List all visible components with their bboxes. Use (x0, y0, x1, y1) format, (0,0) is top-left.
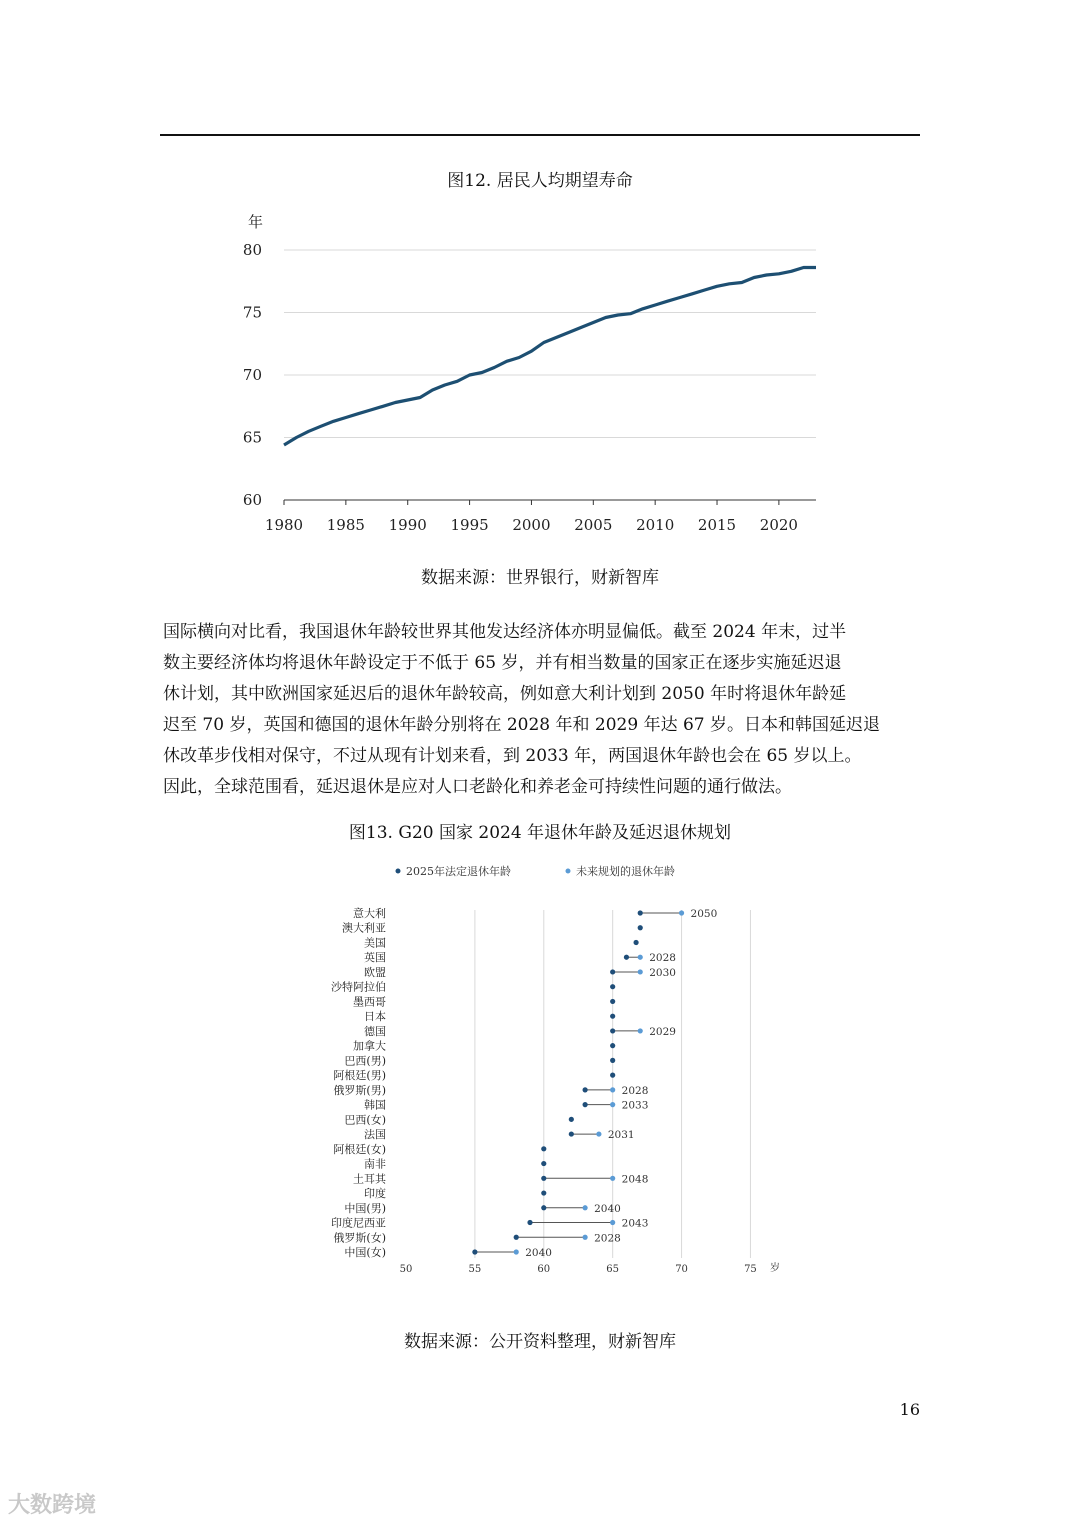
country-label: 阿根廷(女) (333, 1142, 386, 1156)
current-age-dot (610, 1028, 615, 1033)
future-age-dot (514, 1249, 519, 1254)
current-age-dot (541, 1146, 546, 1151)
current-age-dot (541, 1161, 546, 1166)
country-label: 澳大利亚 (342, 921, 386, 935)
future-age-dot (610, 1087, 615, 1092)
future-age-dot (679, 910, 684, 915)
target-year-label: 2033 (621, 1099, 649, 1112)
future-age-dot (596, 1131, 601, 1136)
country-label: 南非 (364, 1157, 386, 1171)
country-label: 中国(女) (344, 1246, 386, 1259)
current-age-dot (624, 955, 629, 960)
paragraph-line: 因此，全球范围看，延迟退休是应对人口老龄化和养老金可持续性问题的通行做法。 (163, 777, 792, 797)
y-tick-label: 70 (242, 366, 262, 384)
retirement-age-chart (300, 852, 800, 1282)
future-age-dot (610, 1102, 615, 1107)
x-axis-unit: 岁 (770, 1263, 780, 1274)
target-year-label: 2028 (621, 1084, 649, 1097)
y-tick-label: 60 (242, 491, 262, 509)
x-tick-label: 2000 (512, 516, 551, 534)
country-label: 加拿大 (353, 1039, 386, 1053)
country-label: 德国 (364, 1024, 386, 1038)
current-age-dot (633, 940, 638, 945)
future-age-dot (638, 1028, 643, 1033)
current-age-dot (569, 1131, 574, 1136)
current-age-dot (610, 1073, 615, 1078)
target-year-label: 2040 (594, 1202, 621, 1215)
legend-label-future: 未来规划的退休年龄 (576, 865, 675, 878)
country-label: 阿根廷(男) (333, 1069, 386, 1083)
country-label: 俄罗斯(女) (333, 1231, 386, 1245)
current-age-dot (610, 969, 615, 974)
current-age-dot (610, 1058, 615, 1063)
y-axis-unit: 年 (248, 213, 264, 231)
figure12-title: 图12. 居民人均期望寿命 (447, 171, 633, 191)
current-age-dot (638, 925, 643, 930)
paragraph-line: 国际横向对比看，我国退休年龄较世界其他发达经济体亦明显偏低。截至 2024 年末，过半 (163, 622, 847, 642)
paragraph-line: 休计划，其中欧洲国家延迟后的退休年龄较高，例如意大利计划到 2050 年时将退休年龄延 (163, 684, 847, 704)
country-label: 英国 (364, 951, 386, 965)
future-age-dot (583, 1235, 588, 1240)
legend-marker-future (566, 869, 571, 874)
current-age-dot (610, 999, 615, 1004)
target-year-label: 2029 (649, 1025, 676, 1038)
current-age-dot (527, 1220, 532, 1225)
y-tick-label: 65 (242, 428, 262, 447)
current-age-dot (610, 1043, 615, 1048)
header-rule (160, 134, 920, 136)
paragraph-line: 休改革步伐相对保守，不过从现有计划来看，到 2033 年，两国退休年龄也会在 65 岁以上。 (163, 746, 862, 766)
page-number: 16 (899, 1400, 920, 1419)
future-age-dot (638, 955, 643, 960)
x-tick-label: 70 (675, 1264, 688, 1275)
future-age-dot (610, 1220, 615, 1225)
current-age-dot (583, 1087, 588, 1092)
country-label: 韩国 (364, 1098, 386, 1112)
x-tick-label: 65 (606, 1264, 620, 1275)
y-tick-label: 80 (242, 241, 262, 259)
x-tick-label: 1985 (326, 516, 365, 534)
figure13-source: 数据来源：公开资料整理，财新智库 (404, 1332, 676, 1352)
current-age-dot (541, 1205, 546, 1210)
paragraph-line: 迟至 70 岁，英国和德国的退休年龄分别将在 2028 年和 2029 年达 67 岁。日本和韩国延迟退 (163, 715, 881, 735)
country-label: 欧盟 (364, 965, 386, 979)
target-year-label: 2040 (525, 1247, 552, 1259)
country-label: 法国 (364, 1128, 386, 1142)
country-label: 土耳其 (353, 1172, 386, 1186)
target-year-label: 2050 (690, 908, 718, 920)
country-label: 中国(男) (344, 1201, 386, 1215)
paragraph-line: 数主要经济体均将退休年龄设定于不低于 65 岁，并有相当数量的国家正在逐步实施延迟退 (163, 653, 842, 673)
x-tick-label: 50 (399, 1264, 413, 1275)
future-age-dot (610, 1176, 615, 1181)
country-label: 美国 (364, 936, 386, 950)
country-label: 沙特阿拉伯 (331, 980, 386, 994)
current-age-dot (541, 1176, 546, 1181)
current-age-dot (514, 1235, 519, 1240)
target-year-label: 2028 (649, 952, 676, 965)
country-label: 巴西(男) (344, 1054, 386, 1068)
legend-label-current: 2025年法定退休年龄 (406, 865, 511, 878)
watermark-logo: 大数跨境 (8, 1493, 97, 1518)
target-year-label: 2028 (594, 1232, 621, 1245)
x-tick-label: 1995 (450, 516, 489, 534)
life-expectancy-line (284, 268, 816, 446)
current-age-dot (541, 1190, 546, 1195)
future-age-dot (638, 969, 643, 974)
x-tick-label: 2020 (759, 516, 798, 534)
x-tick-label: 1990 (388, 516, 427, 534)
y-tick-label: 75 (242, 303, 262, 322)
x-tick-label: 2005 (574, 516, 613, 534)
x-tick-label: 2010 (636, 516, 675, 534)
country-label: 巴西(女) (344, 1113, 386, 1127)
current-age-dot (610, 984, 615, 989)
target-year-label: 2030 (649, 966, 676, 979)
current-age-dot (472, 1249, 477, 1254)
current-age-dot (610, 1014, 615, 1019)
current-age-dot (583, 1102, 588, 1107)
target-year-label: 2048 (621, 1173, 649, 1186)
future-age-dot (583, 1205, 588, 1210)
current-age-dot (569, 1117, 574, 1122)
x-tick-label: 75 (744, 1264, 757, 1275)
target-year-label: 2043 (621, 1217, 649, 1230)
x-tick-label: 60 (537, 1264, 551, 1275)
country-label: 俄罗斯(男) (333, 1083, 386, 1097)
x-tick-label: 55 (468, 1264, 482, 1275)
country-label: 印度 (364, 1187, 386, 1201)
figure13-title: 图13. G20 国家 2024 年退休年龄及延迟退休规划 (348, 823, 732, 843)
target-year-label: 2031 (607, 1129, 635, 1142)
body-paragraph (163, 617, 919, 803)
country-label: 印度尼西亚 (331, 1216, 386, 1230)
country-label: 意大利 (353, 907, 386, 920)
figure12-source: 数据来源：世界银行，财新智库 (421, 568, 659, 588)
country-label: 墨西哥 (353, 995, 386, 1009)
x-tick-label: 1980 (264, 516, 304, 534)
life-expectancy-chart (230, 205, 840, 545)
x-tick-label: 2015 (697, 516, 737, 534)
country-label: 日本 (364, 1010, 386, 1024)
current-age-dot (638, 910, 643, 915)
legend-marker-current (396, 869, 401, 874)
